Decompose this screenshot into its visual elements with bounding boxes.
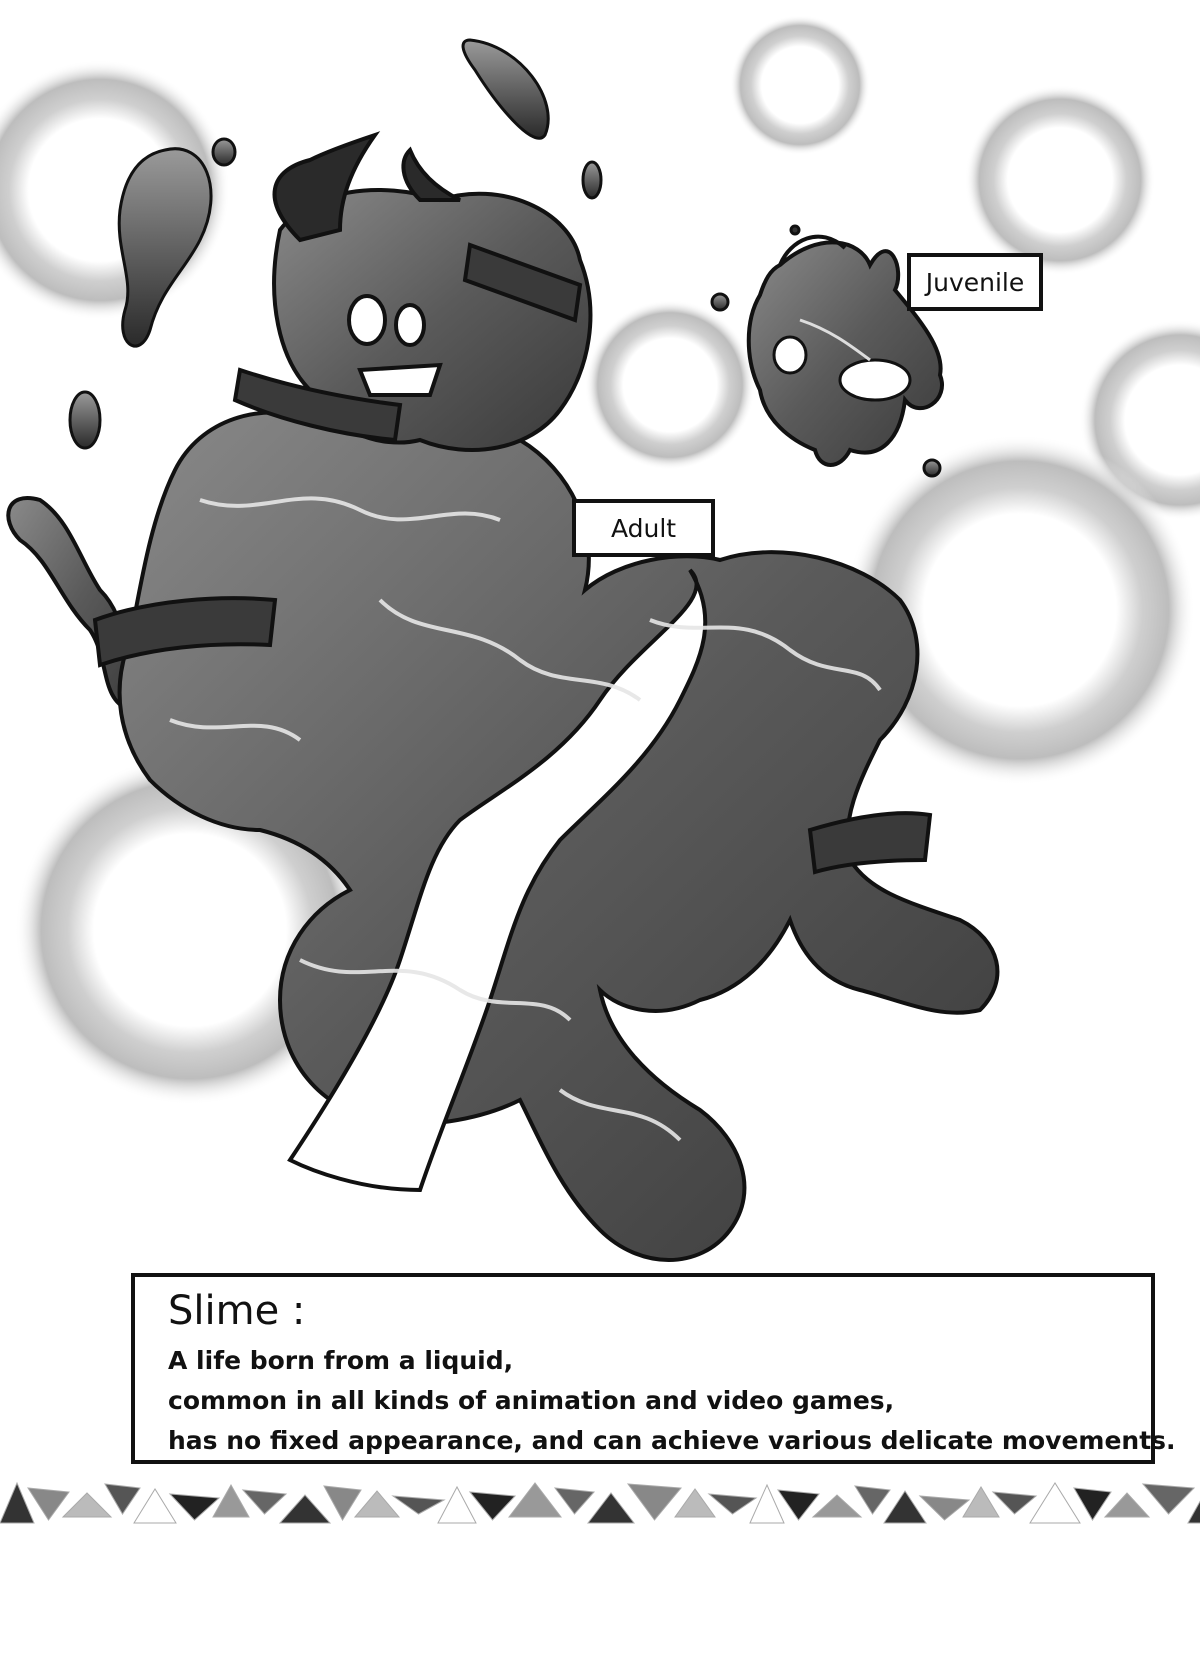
border-triangle: [1030, 1483, 1080, 1523]
border-triangle: [509, 1483, 561, 1517]
border-triangle: [588, 1493, 634, 1523]
border-triangle: [470, 1492, 515, 1520]
border-triangle: [1105, 1493, 1149, 1517]
description-box: [131, 1273, 1176, 1464]
bubble: [730, 15, 870, 155]
border-triangle: [555, 1488, 594, 1514]
border-triangle: [813, 1495, 861, 1517]
border-triangle: [1188, 1489, 1200, 1523]
adult-label: Adult: [572, 499, 715, 557]
triangle-border: [0, 1475, 1200, 1535]
border-triangle: [355, 1491, 399, 1517]
border-triangle: [920, 1496, 969, 1520]
border-triangle: [709, 1494, 756, 1514]
border-triangle: [170, 1494, 219, 1520]
bubble: [965, 85, 1155, 275]
description-title: Slime :: [168, 1288, 306, 1334]
border-triangle: [628, 1484, 681, 1520]
border-triangle: [778, 1490, 819, 1520]
border-triangle: [243, 1490, 286, 1514]
border-triangle: [105, 1484, 140, 1514]
juvenile-label: Juvenile: [907, 253, 1043, 311]
border-triangle: [63, 1493, 111, 1517]
border-triangle: [324, 1486, 361, 1520]
border-triangle: [963, 1487, 999, 1517]
border-triangle: [393, 1496, 444, 1514]
border-triangle: [675, 1489, 715, 1517]
border-triangle: [1143, 1484, 1194, 1514]
description-line: common in all kinds of animation and video games,: [168, 1386, 895, 1415]
border-triangle: [855, 1486, 890, 1514]
border-triangle: [280, 1495, 330, 1523]
bubble: [585, 300, 755, 470]
border-triangle: [28, 1488, 69, 1520]
border-triangle: [1074, 1488, 1111, 1520]
description-line: has no fixed appearance, and can achieve various delicate movements.: [168, 1426, 1176, 1455]
border-triangle: [993, 1492, 1036, 1514]
description-line: A life born from a liquid,: [168, 1346, 514, 1375]
